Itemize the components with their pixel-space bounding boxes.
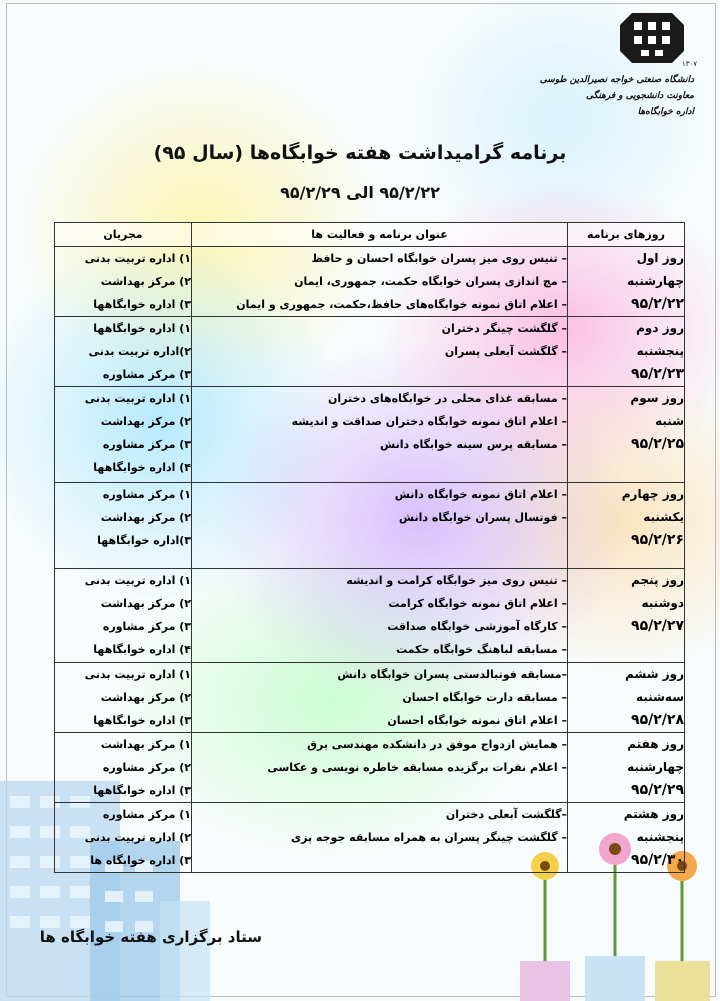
table-row [55, 387, 685, 483]
schedule-table [54, 222, 685, 873]
day-cell [568, 483, 685, 569]
activity: – مچ اندازی پسران خوابگاه حکمت، جمهوری، ایمان [294, 275, 567, 288]
header-activities: عنوان برنامه و فعالیت ها [192, 223, 568, 247]
day-cell [568, 733, 685, 803]
weekday: دوشنبه [641, 596, 684, 610]
day-date: ۹۵/۲/۲۹ [631, 782, 684, 798]
logo-number: ۱۳۰۷ [682, 60, 698, 68]
activity: – تنیس روی میز خوابگاه کرامت و اندیشه [346, 574, 567, 587]
activity: – مسابقه لباهنگ خوابگاه حکمت [396, 643, 567, 656]
page-title: برنامه گرامیداشت هفته خوابگاه‌ها (سال ۹۵) [153, 142, 567, 164]
day-cell [568, 247, 685, 317]
organizer: ۲)اداره تربیت بدنی [88, 345, 191, 358]
activities-cell [192, 569, 568, 663]
day-cell [568, 317, 685, 387]
day-date: ۹۵/۲/۲۵ [631, 436, 684, 452]
footer-signature: ستاد برگزاری هفته خوابگاه ها [39, 928, 262, 946]
organizer: ۲) مرکز بهداشت [100, 691, 191, 704]
organizer: ۳) اداره خوابگاهها [93, 784, 191, 797]
organizers-cell [55, 663, 192, 733]
activity: –گلگشت آبعلی دختران [445, 808, 567, 821]
weekday: یکشنبه [643, 510, 684, 524]
activity: – اعلام اتاق نمونه خوابگاه دختران صداقت و اندیشه [291, 415, 567, 428]
organizer: ۱) اداره تربیت بدنی [84, 392, 191, 405]
day-cell [568, 569, 685, 663]
day-cell [568, 663, 685, 733]
day-name: روز پنجم [631, 573, 684, 587]
day-name: روز سوم [630, 391, 684, 405]
organizers-cell [55, 387, 192, 483]
activities-cell [192, 247, 568, 317]
activity: – تنیس روی میز پسران خوابگاه احسان و حافظ [311, 252, 567, 265]
day-name: روز اول [636, 251, 684, 265]
table-row [55, 803, 685, 873]
activities-cell [192, 483, 568, 569]
university-logo [612, 8, 698, 68]
activity: – گلگشت چینگر دختران [441, 322, 567, 335]
activity: – گلگشت آبعلی پسران [444, 345, 567, 358]
activities-cell [192, 317, 568, 387]
table-row [55, 483, 685, 569]
day-name: روز هفتم [627, 737, 684, 751]
organizer: ۱) اداره تربیت بدنی [84, 252, 191, 265]
organizers-cell [55, 247, 192, 317]
organizer: ۲) مرکز بهداشت [100, 275, 191, 288]
organizer: ۳)اداره خوابگاهها [97, 534, 191, 547]
table-row [55, 663, 685, 733]
activities-cell [192, 803, 568, 873]
organizer: ۱) اداره تربیت بدنی [84, 574, 191, 587]
table-row [55, 247, 685, 317]
organizer: ۲) مرکز مشاوره [102, 761, 191, 774]
activity: – اعلام اتاق نمونه خوابگاه احسان [387, 714, 567, 727]
logo-line-deputy: معاونت دانشجویی و فرهنگی [585, 91, 694, 101]
organizer: ۳) اداره خوابگاهها [93, 298, 191, 311]
day-name: روز ششم [625, 667, 684, 681]
organizer: ۴) اداره خوابگاهها [93, 461, 191, 474]
table-row [55, 317, 685, 387]
table-header-row [55, 223, 685, 247]
activity: – همایش ازدواج موفق در دانشکده مهندسی برق [307, 738, 567, 751]
organizers-cell [55, 803, 192, 873]
organizers-cell [55, 569, 192, 663]
activity: – مسابقه غذای محلی در خوابگاه‌های دختران [327, 392, 567, 405]
day-cell [568, 387, 685, 483]
weekday: چهارشنبه [627, 760, 684, 774]
activities-cell [192, 733, 568, 803]
weekday: سه‌شنبه [636, 690, 684, 704]
organizer: ۴) اداره خوابگاهها [93, 643, 191, 656]
logo-line-university: دانشگاه صنعتی خواجه نصیرالدین طوسی [539, 75, 694, 85]
organizer: ۲) مرکز بهداشت [100, 415, 191, 428]
activity: – مسابقه پرس سینه خوابگاه دانش [380, 438, 567, 451]
activity: – کارگاه آموزشی خوابگاه صداقت [387, 620, 567, 633]
weekday: پنجشنبه [636, 830, 684, 844]
activity: – اعلام اتاق نمونه خوابگاه دانش [394, 488, 567, 501]
logo-line-office: اداره خوابگاه‌ها [637, 107, 694, 117]
organizer: ۱) مرکز مشاوره [102, 488, 191, 501]
organizer: ۲) مرکز بهداشت [100, 597, 191, 610]
organizer: ۱) اداره تربیت بدنی [84, 668, 191, 681]
header-days: روزهای برنامه [568, 223, 685, 247]
organizer: ۳) مرکز مشاوره [102, 438, 191, 451]
table-row [55, 569, 685, 663]
day-date: ۹۵/۲/۲۷ [631, 618, 684, 634]
day-name: روز دوم [636, 321, 684, 335]
activities-cell [192, 387, 568, 483]
day-date: ۹۵/۲/۲۲ [631, 296, 684, 312]
activities-cell [192, 663, 568, 733]
organizer: ۲) مرکز بهداشت [100, 511, 191, 524]
header-organizers: مجریان [55, 223, 192, 247]
organizers-cell [55, 317, 192, 387]
day-name: روز هشتم [623, 807, 684, 821]
organizer: ۱) مرکز بهداشت [100, 738, 191, 751]
logo-caption [539, 72, 694, 120]
day-date: ۹۵/۲/۲۸ [631, 712, 684, 728]
activity: – اعلام اتاق نمونه خوابگاه کرامت [388, 597, 567, 610]
day-name: روز چهارم [621, 487, 684, 501]
table-row [55, 733, 685, 803]
day-date: ۹۵/۲/۲۶ [631, 532, 684, 548]
weekday: پنجشنبه [636, 344, 684, 358]
organizer: ۳) اداره خوابگاه ها [90, 854, 191, 867]
activity: – فوتسال پسران خوابگاه دانش [398, 511, 567, 524]
day-date: ۹۵/۲/۲۳ [631, 366, 684, 382]
weekday: شنبه [655, 414, 684, 428]
weekday: چهارشنبه [627, 274, 684, 288]
day-date: ۹۵/۲/۳۰ [631, 852, 684, 868]
activity: – گلگشت چینگر پسران به همراه مسابقه جوجه پزی [291, 831, 567, 844]
date-range: ۹۵/۲/۲۲ الی ۹۵/۲/۲۹ [280, 183, 440, 202]
organizer: ۱) مرکز مشاوره [102, 808, 191, 821]
activity: – مسابقه دارت خوابگاه احسان [402, 691, 567, 704]
organizer: ۳) مرکز مشاوره [102, 620, 191, 633]
organizer: ۳) اداره خوابگاهها [93, 714, 191, 727]
activity: –مسابقه فوتبالدستی پسران خوابگاه دانش [337, 668, 567, 681]
day-cell [568, 803, 685, 873]
organizer: ۱) اداره خوابگاهها [93, 322, 191, 335]
organizers-cell [55, 733, 192, 803]
organizer: ۲) اداره تربیت بدنی [84, 831, 191, 844]
activity: – اعلام نفرات برگزیده مسابقه خاطره نویسی و عکاسی [267, 761, 567, 774]
organizers-cell [55, 483, 192, 569]
activity: – اعلام اتاق نمونه خوابگاه‌های حافظ،حکمت، جمهوری و ایمان [236, 298, 567, 311]
organizer: ۳) مرکز مشاوره [102, 368, 191, 381]
